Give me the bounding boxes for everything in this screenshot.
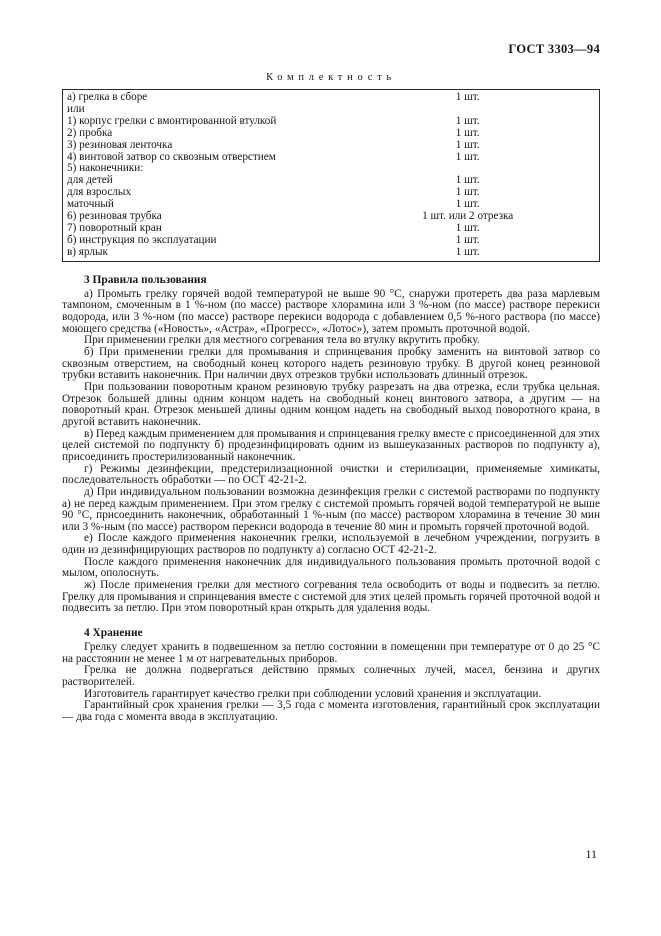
item-name: 3) резиновая ленточка — [67, 138, 173, 151]
table-row — [63, 140, 600, 152]
item-name: для взрослых — [67, 186, 132, 199]
table-row — [63, 163, 600, 175]
item-name: в) ярлык — [67, 245, 108, 258]
section-heading-rules: 3 Правила пользования — [84, 273, 207, 286]
item-qty: 1 шт. — [455, 126, 480, 139]
page-content — [62, 42, 600, 724]
table-title: Комплектность — [266, 72, 396, 83]
item-name: или — [67, 102, 85, 115]
item-qty: 1 шт. — [455, 233, 480, 246]
item-qty: 1 шт. — [455, 245, 480, 258]
item-name: 7) поворотный кран — [67, 221, 162, 234]
item-qty: 1 шт. или 2 отрезка — [422, 210, 514, 223]
paragraph: е) После каждого применения наконечник грелки, используемой в лечебном учреждении, погрузить в один из дезинфицирующих растворов по подпункту а) согласно ОСТ 42-21-2. — [62, 532, 600, 557]
item-name: для детей — [67, 174, 113, 187]
table-row — [63, 247, 600, 261]
table-row — [63, 128, 600, 140]
item-name: а) грелка в сборе — [67, 91, 148, 103]
item-name: 2) пробка — [67, 126, 113, 139]
paragraph: в) Перед каждым применением для промывания и спринцевания грелку вместе с присоединенной для этих целей системой по подпункту б) продезинфицировать одним из вышеуказанных растворов по подпункту а), присоединить простерилизованный наконечник. — [62, 427, 600, 463]
paragraph: Грелку следует хранить в подвешенном за петлю состоянии в помещении при температуре от 0 до 25 °С на расстоянии не менее 1 м от нагревательных приборов. — [62, 641, 600, 665]
paragraph: Изготовитель гарантирует качество грелки при соблюдении условий хранения и эксплуатации. — [84, 687, 542, 700]
item-qty: 1 шт. — [455, 221, 480, 234]
item-qty: 1 шт. — [455, 138, 480, 151]
item-name: б) инструкция по эксплуатации — [67, 233, 217, 246]
item-name: 4) винтовой затвор со сквозным отверстием — [67, 150, 276, 163]
table-row — [63, 116, 600, 128]
item-name: 5) наконечники: — [67, 162, 144, 175]
paragraph: б) При применении грелки для промывания и спринцевания пробку заменить на винтовой затвор со сквозным отверстием, на свободный конец которого надеть резиновую трубку. В другой конец резиновой трубки вставить наконечник. При наличии двух отрезков трубки использовать длинный отрезок. — [62, 345, 600, 382]
item-name: 6) резиновая трубка — [67, 210, 162, 223]
item-qty: 1 шт. — [455, 91, 480, 103]
paragraph: После каждого применения наконечник для индивидуального пользования промыть проточной водой с мылом, ополоснуть. — [62, 555, 600, 580]
table-row — [63, 90, 600, 104]
item-qty: 1 шт. — [455, 174, 480, 187]
paragraph: Грелка не должна подвергаться действию прямых солнечных лучей, масел, бензина и других растворителей. — [62, 664, 600, 689]
paragraph: а) Промыть грелку горячей водой температурой не выше 90 °С, снаружи протереть два раза марлевым тампоном, смоченным в 1 %-ном (по массе) растворе хлорамина или 3 %-ном (по массе) растворе перекиси водорода, или 3 %-ном (по массе) растворе перекиси водорода с добавлением 0,5 %-ного раствора (по массе) моющего средства («Новость», «Астра», «Прогресс», «Лотос»), затем промыть проточной водой. — [62, 287, 600, 335]
item-qty: 1 шт. — [455, 198, 480, 211]
table-row — [63, 187, 600, 199]
standard-number: ГОСТ 3303—94 — [508, 42, 600, 56]
table-row — [63, 152, 600, 164]
item-qty: 1 шт. — [455, 114, 480, 127]
page-number: 11 — [585, 847, 597, 861]
item-qty: 1 шт. — [455, 186, 480, 199]
paragraph: Гарантийный срок хранения грелки — 3,5 года с момента изготовления, гарантийный срок эксплуатации — два года с момента ввода в эксплуатацию. — [62, 699, 600, 723]
table-row — [63, 175, 600, 187]
table-row — [63, 235, 600, 247]
item-name: маточный — [67, 198, 114, 211]
paragraph: ж) После применения грелки для местного согревания тела освободить от воды и подвесить за петлю. Грелку для промывания и спринцевания вместе с системой для этих целей промыть горячей проточной водой и подвесить за петлю. При этом поворотный кран открыть для удаления воды. — [62, 579, 600, 615]
paragraph: г) Режимы дезинфекции, предстерилизационной очистки и стерилизации, применяемые химикаты, последовательность обработки — по ОСТ 42-21-2. — [62, 462, 600, 487]
paragraph: При пользовании поворотным краном резиновую трубку разрезать на два отрезка, если трубка цельная. Отрезок большей длины одним концом надеть на свободный конец винтового затвора, а другим — на поворотный кран. Отрезок меньшей длины одним концом надеть на свободный выход поворотного крана, в другой вставить наконечник. — [62, 380, 600, 428]
paragraph: При применении грелки для местного согревания тела во втулку вкрутить пробку. — [84, 334, 480, 347]
section-heading-storage: 4 Хранение — [84, 627, 143, 640]
item-qty: 1 шт. — [455, 150, 480, 163]
item-name: 1) корпус грелки с вмонтированной втулкой — [67, 114, 277, 127]
komplekt-table — [62, 89, 600, 262]
paragraph: д) При индивидуальном пользовании возможна дезинфекция грелки с системой растворами по подпункту а) не перед каждым применением. При этом грелку с системой промыть горячей водой температурой не выше 90 °С, присоединить наконечник, обработанный 1 %-ным (по массе) раствором хлорамина в течение 30 мин или 3 %-ным (по массе) раствором перекиси водорода в течение 80 мин и промыть горячей проточной водой. — [62, 485, 600, 533]
